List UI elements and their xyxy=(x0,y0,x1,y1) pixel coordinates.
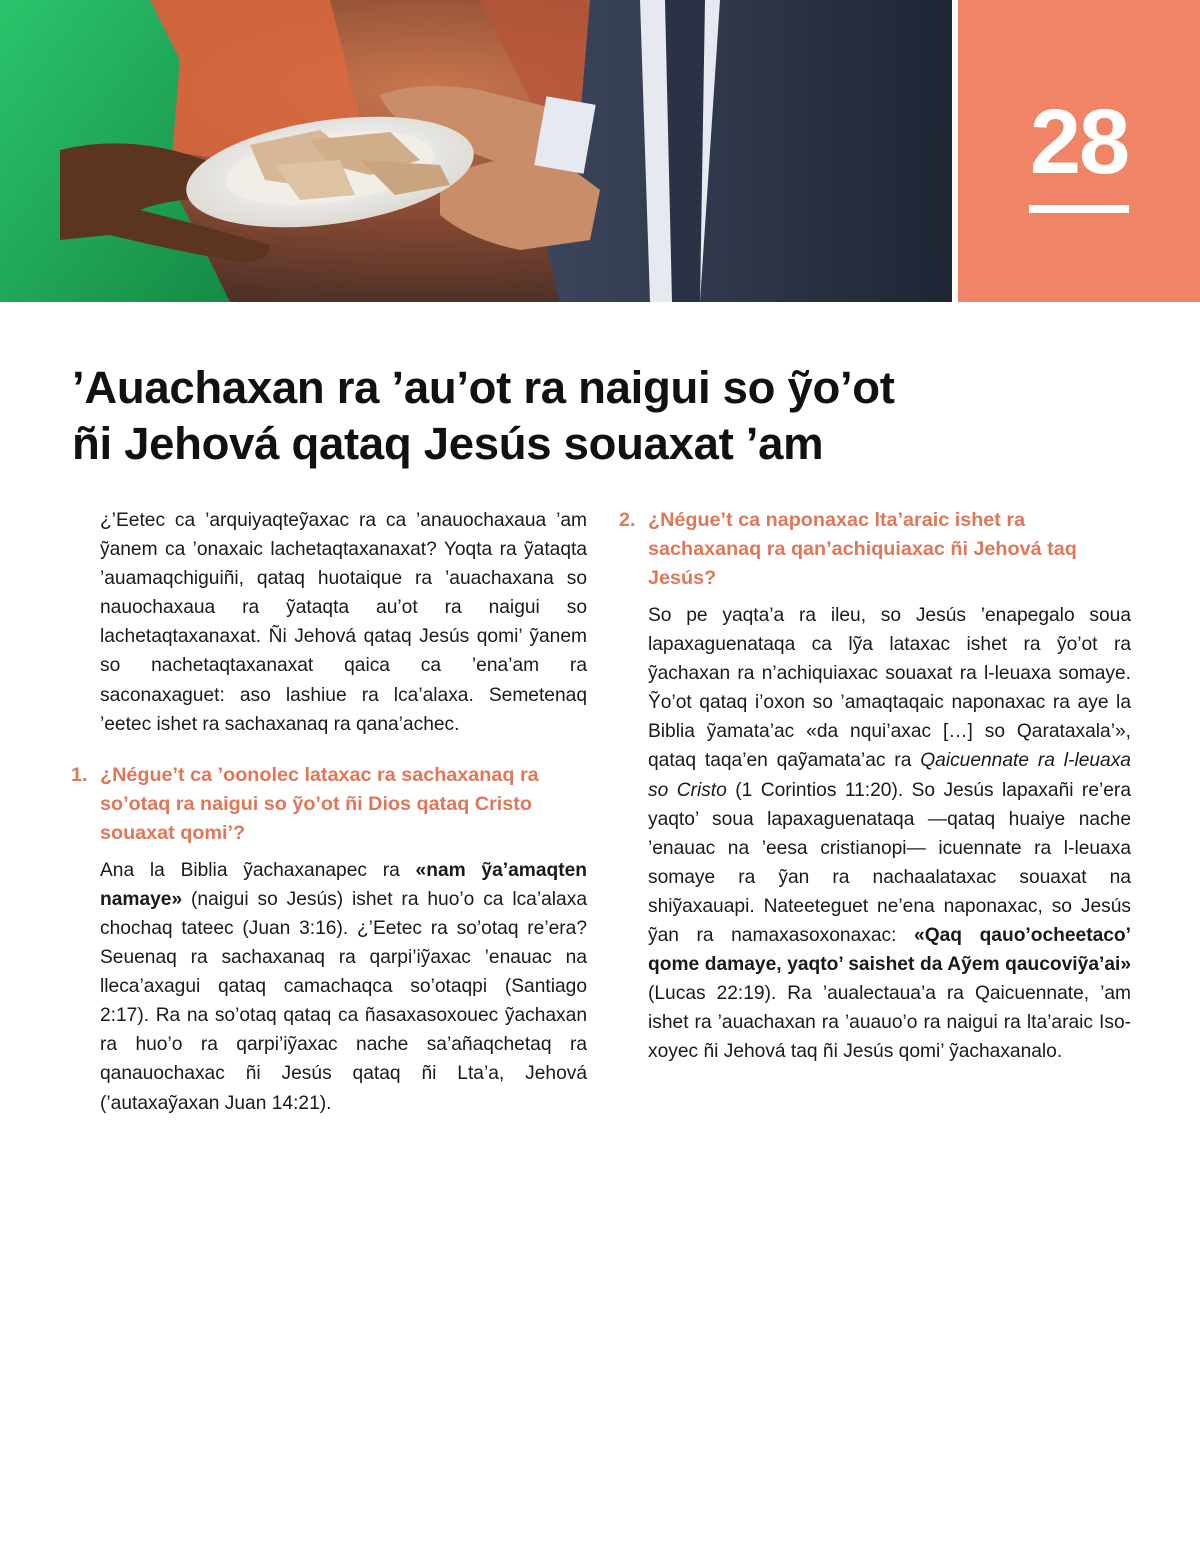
question-1-number: 1. xyxy=(71,763,88,786)
lesson-number-box xyxy=(958,0,1200,302)
lesson-number: 28 xyxy=(1029,91,1129,193)
answer-1 xyxy=(100,856,587,1118)
question-1-text: ¿Négue’t ca ’oonolec lataxac ra sachaxanaq ra so’otaq ra naigui so ỹo’ot ñi Dios qataq Cristo souaxat qomi’? xyxy=(100,763,539,844)
answer-2-text-c: (Lucas 22:19). Ra ’aualectaua’a ra Qaicuennate, ’am ishet ra ’auachaxan ra ’auauo’o ra naigui ra lta’araic Isoxoyec ñi Jehová taq ñi Jesús qomi’ ỹachaxanalo. xyxy=(648,983,1131,1063)
hero-photo xyxy=(0,0,952,302)
left-column xyxy=(71,506,587,1118)
title-line-1: ’Auachaxan ra ’au’ot ra naigui so ỹo’ot xyxy=(72,362,895,413)
question-1 xyxy=(71,761,587,848)
answer-2-bold-quote: «Qaq qauo’ocheetaco’ qome damaye, yaqto’ saishet da Aỹem qaucoviỹa’ai» xyxy=(648,925,1131,976)
right-column xyxy=(619,506,1131,1067)
intro-paragraph: ¿’Eetec ca ’arquiyaqteỹaxac ra ca ’anauochaxaua ’am ỹanem ca ’onaxaic lachetaqtaxanaxat? Yoqta ra ỹataqta ’auamaqchiguiñi, qataq huotaique ra ’auachaxana so nauochaxaua ra ỹataqta au’ot ra naigui so lachetaqtaxanaxat. Ñi Jehová qataq Jesús qomi’ ỹanem so nachetaqtaxanaxat qaica ca ’ena’am ra saconaxaguet: aso lashiue ra lca’alaxa. Semetenaq ’eetec ishet ra sachaxanaq ra qana’achec. xyxy=(100,510,587,735)
answer-2-text-b: (1 Corintios 11:20). So Jesús lapaxañi re’era yaqto’ soua lapaxaguenataqa —qataq huaiye nache ’enauac na ’eesa cristianopi— icuennate ra l-leuaxa somaye ra ỹan ra nachaalataxac souaxat na shiỹaxauapi. Nateeteguet ne’ena naponaxac, so Jesús ỹan ra namaxasoxonaxac: xyxy=(648,779,1131,947)
question-2-number: 2. xyxy=(619,509,636,531)
title-line-2: ñi Jehová qataq Jesús souaxat ’am xyxy=(72,418,824,469)
answer-1-text-b: (naigui so Jesús) ishet ra huo’o ca lca’alaxa chochaq tateec (Juan 3:16). ¿’Eetec ra so’otaq re’era? Seuenaq ra sachaxanaq ra qarpi’iỹaxac ’enauac na lleca’axagui qataq camachaqca so’otaqpi (Santiago 2:17). Ra na so’otaq qataq ca ñasaxasoxouec ỹachaxan ra huo’o ra qarpi’iỹaxac nache sa’añaqchetaq ra qanauochaxac ñi Jesús qataq ñi Lta’a, Jehová (’autaxaỹaxan Juan 14:21). xyxy=(100,888,587,1114)
answer-1-text-a: Ana la Biblia ỹachaxanapec ra xyxy=(100,859,416,881)
answer-1-bold-quote: «nam ỹa’amaqten namaye» xyxy=(100,859,587,910)
answer-2-text-a: So pe yaqta’a ra ileu, so Jesús ’enapegalo soua lapaxaguenataqa ca lỹa lataxac ishet ra ỹo’ot ra ỹachaxan ra n’achiquiaxac souaxat ra l-leuaxa somaye. Ỹo’ot qataq i’oxon so ’amaqtaqaic naponaxac ra aye la Biblia ỹamata’ac «da nqui’axac […] so Qarataxala’», qataq taqa’en qaỹamata’ac ra xyxy=(648,605,1131,772)
answer-2 xyxy=(648,601,1131,1067)
question-2 xyxy=(619,506,1131,593)
question-2-text: ¿Négue’t ca naponaxac lta’araic ishet ra sachaxanaq ra qan’achiquiaxac ñi Jehová taq Jesús? xyxy=(648,509,1077,589)
answer-2-italic-term: Qaicuennate ra l-leuaxa so Cristo xyxy=(648,750,1131,801)
page-title xyxy=(72,360,1132,472)
lesson-number-underline xyxy=(1029,205,1129,213)
